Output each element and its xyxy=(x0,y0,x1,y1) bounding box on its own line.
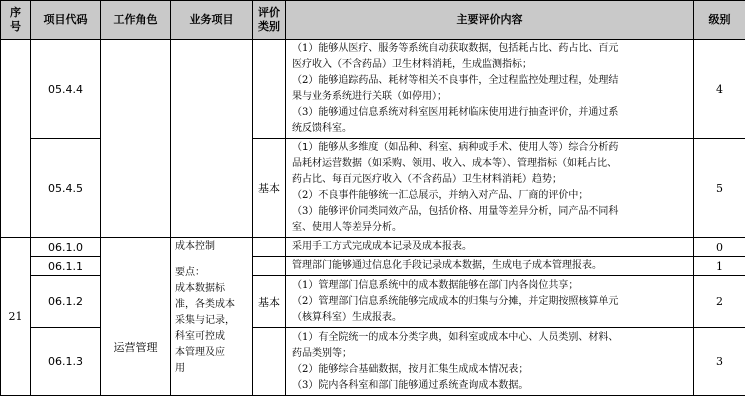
eval-type-cell: 基本 xyxy=(253,276,286,328)
table-row xyxy=(1,40,745,139)
header-row xyxy=(1,1,745,40)
level-cell: 5 xyxy=(694,139,745,238)
code-cell: 06.1.1 xyxy=(31,257,101,276)
header-code: 项目代码 xyxy=(31,1,101,40)
header-biz: 业务项目 xyxy=(171,1,253,40)
code-cell: 05.4.4 xyxy=(31,40,101,139)
content-cell: 管理部门能够通过信息化手段记录成本数据，生成电子成本管理报表。 xyxy=(286,257,694,276)
code-cell: 05.4.5 xyxy=(31,139,101,238)
eval-type-cell-empty xyxy=(253,257,286,276)
role-cell-empty xyxy=(101,40,171,238)
level-cell: 3 xyxy=(694,328,745,396)
seq-cell-empty xyxy=(1,40,31,238)
header-seq: 序 号 xyxy=(1,1,31,40)
code-cell: 06.1.3 xyxy=(31,328,101,396)
content-cell: （1）能够从多维度（如品种、科室、病种或手术、使用人等）综合分析药 品耗材运营数据（如采购、领用、收入、成本等）、管理指标（如耗占比、 药占比、每百元医疗收入（不含药品）卫生材料消耗）趋势； （2）不良事件能够统一汇总展示，并纳入对产品、厂商的评价中； （3）能够评价同类同效产品，包括价格、用量等差异分析，同产品不同科 室、使用人等差异分析。 xyxy=(286,139,694,238)
level-cell: 1 xyxy=(694,257,745,276)
table-row xyxy=(1,238,745,257)
role-cell: 运营管理 xyxy=(101,238,171,396)
level-cell: 2 xyxy=(694,276,745,328)
biz-cell: 成本控制 要点： 成本数据标 准，各类成本 采集与记录， 科室可控成 本管理及应 用 xyxy=(171,238,253,396)
content-cell: 采用手工方式完成成本记录及成本报表。 xyxy=(286,238,694,257)
content-cell: （1）有全院统一的成本分类字典，如科室或成本中心、人员类别、材料、 药品类别等； （2）能够综合基础数据，按月汇集生成成本情况表； （3）院内各科室和部门能够通过系统查询成本数据。 xyxy=(286,328,694,396)
content-cell: （1）管理部门信息系统中的成本数据能够在部门内各岗位共享； （2）管理部门信息系统能够完成成本的归集与分摊，并定期按照核算单元 （核算科室）生成报表。 xyxy=(286,276,694,328)
biz-cell-empty xyxy=(171,40,253,238)
eval-type-cell-empty xyxy=(253,238,286,257)
eval-type-cell: 基本 xyxy=(253,139,286,238)
eval-type-cell-empty xyxy=(253,328,286,396)
seq-cell: 21 xyxy=(1,238,31,396)
header-eval-type: 评价 类别 xyxy=(253,1,286,40)
code-cell: 06.1.2 xyxy=(31,276,101,328)
header-role: 工作角色 xyxy=(101,1,171,40)
code-cell: 06.1.0 xyxy=(31,238,101,257)
content-cell: （1）能够从医疗、服务等系统自动获取数据，包括耗占比、药占比、百元 医疗收入（不含药品）卫生材料消耗，生成监测指标； （2）能够追踪药品、耗材等相关不良事件，全过程监控处理过程，处理结 果与业务系统进行关联（如停用）； （3）能够通过信息系统对科室医用耗材临床使用进行抽查评价，并通过系 统反馈科室。 xyxy=(286,40,694,139)
header-level: 级别 xyxy=(694,1,745,40)
level-cell: 4 xyxy=(694,40,745,139)
eval-type-cell-empty xyxy=(253,40,286,139)
header-content: 主要评价内容 xyxy=(286,1,694,40)
level-cell: 0 xyxy=(694,238,745,257)
